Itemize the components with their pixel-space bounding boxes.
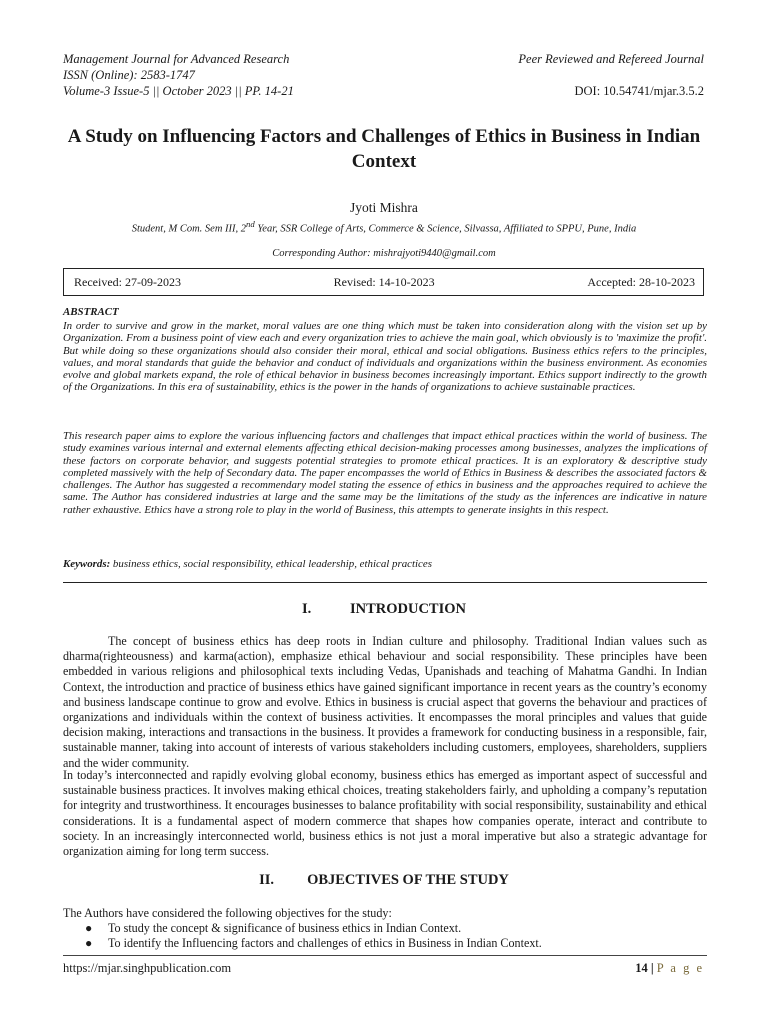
- page-number: [635, 961, 704, 976]
- page-number-value: 14: [635, 961, 648, 975]
- affiliation-sup: nd: [246, 219, 255, 229]
- keywords-text: business ethics, social responsibility, ethical leadership, ethical practices: [110, 558, 432, 570]
- keywords-label: Keywords:: [63, 558, 111, 570]
- objectives-intro: The Authors have considered the following objectives for the study:: [63, 906, 392, 920]
- journal-header: [63, 51, 704, 99]
- list-item-text: To study the concept & significance of business ethics in Indian Context.: [108, 921, 462, 935]
- list-item-text: To identify the Influencing factors and challenges of ethics in Business in Indian Context.: [108, 936, 542, 951]
- objectives-list: [63, 921, 542, 951]
- intro-paragraph-1: The concept of business ethics has deep roots in Indian culture and philosophy. Traditional Indian values such as dharma(righteousness) and karma(action), emphasize ethical behaviour and social responsibility. These principles have been embedded in various religions and philosophical texts including Vedas, Upanishads and teaching of Mahatma Gandhi. In Indian Context, the introduction and practice of business ethics have gained significant importance in recent years as the country’s economy and business landscape continue to grow and evolve. Ethics in business is crucial aspect that governs the behaviour and practices of organizations and individuals within the context of business activities. It encompasses the moral principles and values that guide decision making, interactions and transactions in the business. It provides a framework for conducting business in a responsible, fair, sustainable manner, taking into account of interests of various stakeholders including customers, employees, shareholders, suppliers and the wider community.: [63, 634, 707, 770]
- abstract-paragraph-2: This research paper aims to explore the various influencing factors and challenges that impact ethical practices within the world of business. The study examines various internal and external elements affecting ethical decision-making processes among businesses, analyzes the implications of these factors on corporate behavior, and suggests potential strategies to promote ethical practices. It is an exploratory & descriptive study completed massively with the help of Secondary data. The paper encompasses the world of Ethics in Business & describes the associated factors & challenges. The Author has suggested a recommendary model stating the essence of ethics in business and the approaches required to achieve the same. The Author has considered industries at large and the same may be the limitations of the study as the inferences are indicative in nature rather exhaustive. Ethics have a strong role to play in the world of Business, this attempts to generate insights in this respect.: [63, 430, 707, 516]
- received-date: Received: 27-09-2023: [74, 274, 181, 289]
- bullet-icon: ●: [85, 936, 93, 951]
- keywords-line: [63, 558, 707, 570]
- journal-website-link[interactable]: https://mjar.singhpublication.com: [63, 961, 232, 975]
- section-heading-introduction: [0, 601, 768, 618]
- dates-box: [63, 268, 704, 296]
- page-word: P a g e: [656, 961, 704, 975]
- revised-date: Revised: 14-10-2023: [333, 274, 435, 289]
- affiliation-pre: Student, M Com. Sem III, 2: [131, 223, 247, 235]
- bullet-icon: ●: [85, 921, 93, 935]
- section-number: II.: [259, 872, 274, 888]
- journal-name: Management Journal for Advanced Research: [63, 52, 290, 66]
- affiliation-post: Year, SSR College of Arts, Commerce & Science, Silvassa, Affiliated to SPPU, Pune, India: [254, 223, 637, 235]
- issn-line: ISSN (Online): 2583-1747: [63, 68, 195, 82]
- section-heading-objectives: [0, 872, 768, 889]
- peer-review-label: Peer Reviewed and Refereed Journal: [518, 52, 704, 66]
- intro-paragraph-2: In today’s interconnected and rapidly evolving global economy, business ethics has emerged as important aspect of successful and sustainable business practices. It involves making ethical choices, treating stakeholders fairly, and upholding a company’s reputation for integrity and trustworthiness. It encourages businesses to balance profitability with social responsibility, sustainability and ethical considerations. It is a fundamental aspect of modern commerce that shapes how companies operate, interact and contribute to society. In an increasingly interconnected world, business ethics is not just a moral imperative but also a strategic advantage for organization aiming for long term success.: [63, 768, 707, 859]
- section-divider: [63, 582, 707, 583]
- doi-line: DOI: 10.54741/mjar.3.5.2: [574, 84, 704, 98]
- section-title: OBJECTIVES OF THE STUDY: [307, 872, 509, 888]
- abstract-paragraph-1: In order to survive and grow in the market, moral values are one thing which must be taken into consideration along with the vision set up by Organization. From a business point of view each and every organization tries to achieve the main goal, which obviously is to 'maximize the profit'. But while doing so these organizations should also consider their moral, ethical and social obligations. Business ethics refers to the principles, values, and moral standards that guide the behavior and conduct of individuals and organizations within the business environment. As economies evolve and global markets expand, the role of ethical behavior in business becomes increasingly important. Ethics support indirectly to the growth of the Organizations. In this era of sustainability, ethics is the power in the hands of organizations to achieve sustainable practices.: [63, 320, 707, 394]
- volume-line: Volume-3 Issue-5 || October 2023 || PP. 14-21: [63, 84, 294, 98]
- section-title: INTRODUCTION: [349, 601, 466, 617]
- list-item: [63, 936, 542, 951]
- author-name: Jyoti Mishra: [350, 200, 418, 215]
- footer-divider: [63, 955, 707, 956]
- accepted-date: Accepted: 28-10-2023: [587, 274, 695, 289]
- author-affiliation: [40, 219, 728, 235]
- paper-title: A Study on Influencing Factors and Challenges of Ethics in Business in Indian Context: [67, 126, 701, 172]
- list-item: [63, 921, 542, 936]
- corresponding-author: Corresponding Author: mishrajyoti9440@gmail.com: [272, 248, 496, 259]
- abstract-heading: ABSTRACT: [63, 306, 119, 318]
- section-number: I.: [301, 601, 312, 617]
- page-separator: |: [647, 961, 657, 975]
